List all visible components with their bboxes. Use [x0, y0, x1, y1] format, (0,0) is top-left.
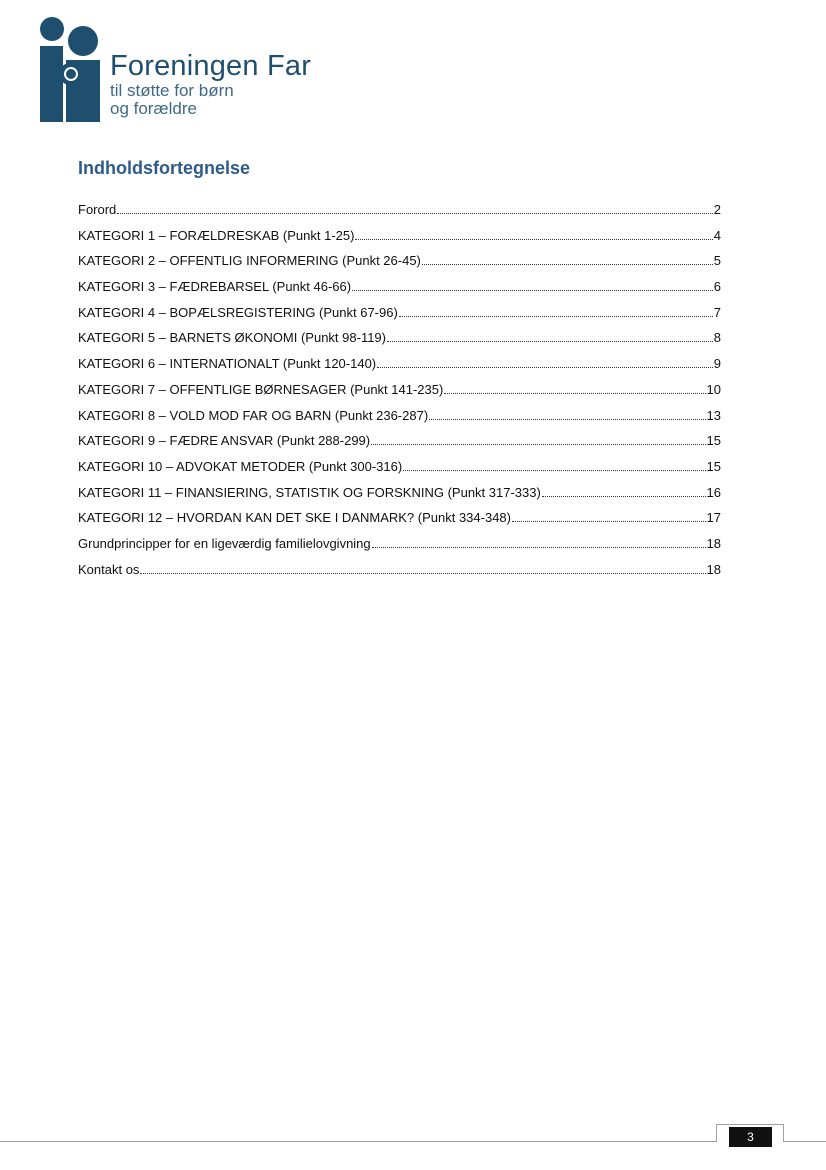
toc-entry-page-number[interactable]: 15	[706, 433, 721, 449]
logo-subtitle-line1: til støtte for børn	[110, 81, 234, 100]
toc-entry-label[interactable]: KATEGORI 8 – VOLD MOD FAR OG BARN (Punkt 236-287)	[78, 407, 429, 423]
toc-entry[interactable]	[78, 382, 721, 408]
toc-dot-leader	[422, 253, 713, 265]
toc-dot-leader	[542, 485, 706, 497]
toc-entry-label[interactable]: Grundprincipper for en ligeværdig familielovgivning	[78, 535, 371, 551]
toc-entry-page-number[interactable]: 8	[713, 330, 721, 346]
toc-entry-page-number[interactable]: 6	[713, 279, 721, 295]
organization-logo	[38, 16, 318, 126]
toc-entry-page-number[interactable]: 7	[713, 304, 721, 320]
toc-dot-leader	[140, 562, 705, 574]
toc-entry[interactable]	[78, 356, 721, 382]
toc-entry-label[interactable]: KATEGORI 2 – OFFENTLIG INFORMERING (Punkt 26-45)	[78, 253, 421, 269]
toc-dot-leader	[387, 330, 713, 342]
toc-dot-leader	[377, 356, 713, 368]
toc-entry[interactable]	[78, 228, 721, 254]
toc-dot-leader	[352, 279, 713, 291]
toc-entry[interactable]	[78, 459, 721, 485]
toc-entry[interactable]	[78, 562, 721, 588]
toc-entry-label[interactable]: KATEGORI 9 – FÆDRE ANSVAR (Punkt 288-299)	[78, 433, 371, 449]
logo-title: Foreningen Far	[110, 50, 312, 82]
toc-entry[interactable]	[78, 305, 721, 331]
footer-divider-right	[784, 1141, 826, 1142]
toc-entry-page-number[interactable]: 18	[706, 561, 721, 577]
toc-entry[interactable]	[78, 536, 721, 562]
table-of-contents	[78, 202, 721, 587]
toc-entry[interactable]	[78, 510, 721, 536]
toc-entry-label[interactable]: KATEGORI 7 – OFFENTLIGE BØRNESAGER (Punkt 141-235)	[78, 381, 444, 397]
footer-divider	[0, 1141, 716, 1142]
toc-dot-leader	[399, 305, 713, 317]
toc-dot-leader	[512, 510, 706, 522]
toc-entry[interactable]	[78, 253, 721, 279]
toc-entry-page-number[interactable]: 13	[706, 407, 721, 423]
toc-dot-leader	[403, 459, 705, 471]
toc-entry-label[interactable]: KATEGORI 4 – BOPÆLSREGISTERING (Punkt 67-96)	[78, 304, 398, 320]
toc-entry[interactable]	[78, 433, 721, 459]
family-logo-icon	[38, 16, 104, 124]
toc-entry-label[interactable]: KATEGORI 1 – FORÆLDRESKAB (Punkt 1-25)	[78, 227, 355, 243]
toc-entry-page-number[interactable]: 15	[706, 458, 721, 474]
logo-subtitle-line2: og forældre	[110, 99, 197, 118]
toc-entry[interactable]	[78, 279, 721, 305]
toc-dot-leader	[371, 433, 705, 445]
toc-entry-page-number[interactable]: 16	[706, 484, 721, 500]
toc-entry-label[interactable]: Forord	[78, 202, 117, 217]
toc-entry[interactable]	[78, 485, 721, 511]
toc-entry-page-number[interactable]: 5	[713, 253, 721, 269]
toc-dot-leader	[444, 382, 705, 394]
toc-entry-label[interactable]: Kontakt os	[78, 561, 140, 577]
toc-entry-label[interactable]: KATEGORI 6 – INTERNATIONALT (Punkt 120-140)	[78, 356, 377, 372]
toc-entry-page-number[interactable]: 2	[713, 202, 721, 217]
toc-entry-label[interactable]: KATEGORI 11 – FINANSIERING, STATISTIK OG FORSKNING (Punkt 317-333)	[78, 484, 541, 500]
page-number-badge: 3	[729, 1127, 772, 1147]
toc-entry[interactable]	[78, 408, 721, 434]
toc-heading: Indholdsfortegnelse	[78, 158, 251, 178]
toc-entry-label[interactable]: KATEGORI 3 – FÆDREBARSEL (Punkt 46-66)	[78, 279, 352, 295]
toc-dot-leader	[117, 202, 712, 214]
toc-dot-leader	[429, 408, 705, 420]
toc-entry-page-number[interactable]: 4	[713, 227, 721, 243]
toc-entry-label[interactable]: KATEGORI 10 – ADVOKAT METODER (Punkt 300-316)	[78, 458, 403, 474]
toc-entry-page-number[interactable]: 18	[706, 535, 721, 551]
toc-entry[interactable]	[78, 202, 721, 228]
toc-entry-page-number[interactable]: 17	[706, 510, 721, 526]
toc-dot-leader	[372, 536, 706, 548]
toc-dot-leader	[355, 228, 712, 240]
toc-entry-label[interactable]: KATEGORI 5 – BARNETS ØKONOMI (Punkt 98-119)	[78, 330, 386, 346]
toc-entry-label[interactable]: KATEGORI 12 – HVORDAN KAN DET SKE I DANMARK? (Punkt 334-348)	[78, 510, 511, 526]
toc-entry[interactable]	[78, 330, 721, 356]
toc-entry-page-number[interactable]: 9	[713, 356, 721, 372]
toc-entry-page-number[interactable]: 10	[706, 381, 721, 397]
